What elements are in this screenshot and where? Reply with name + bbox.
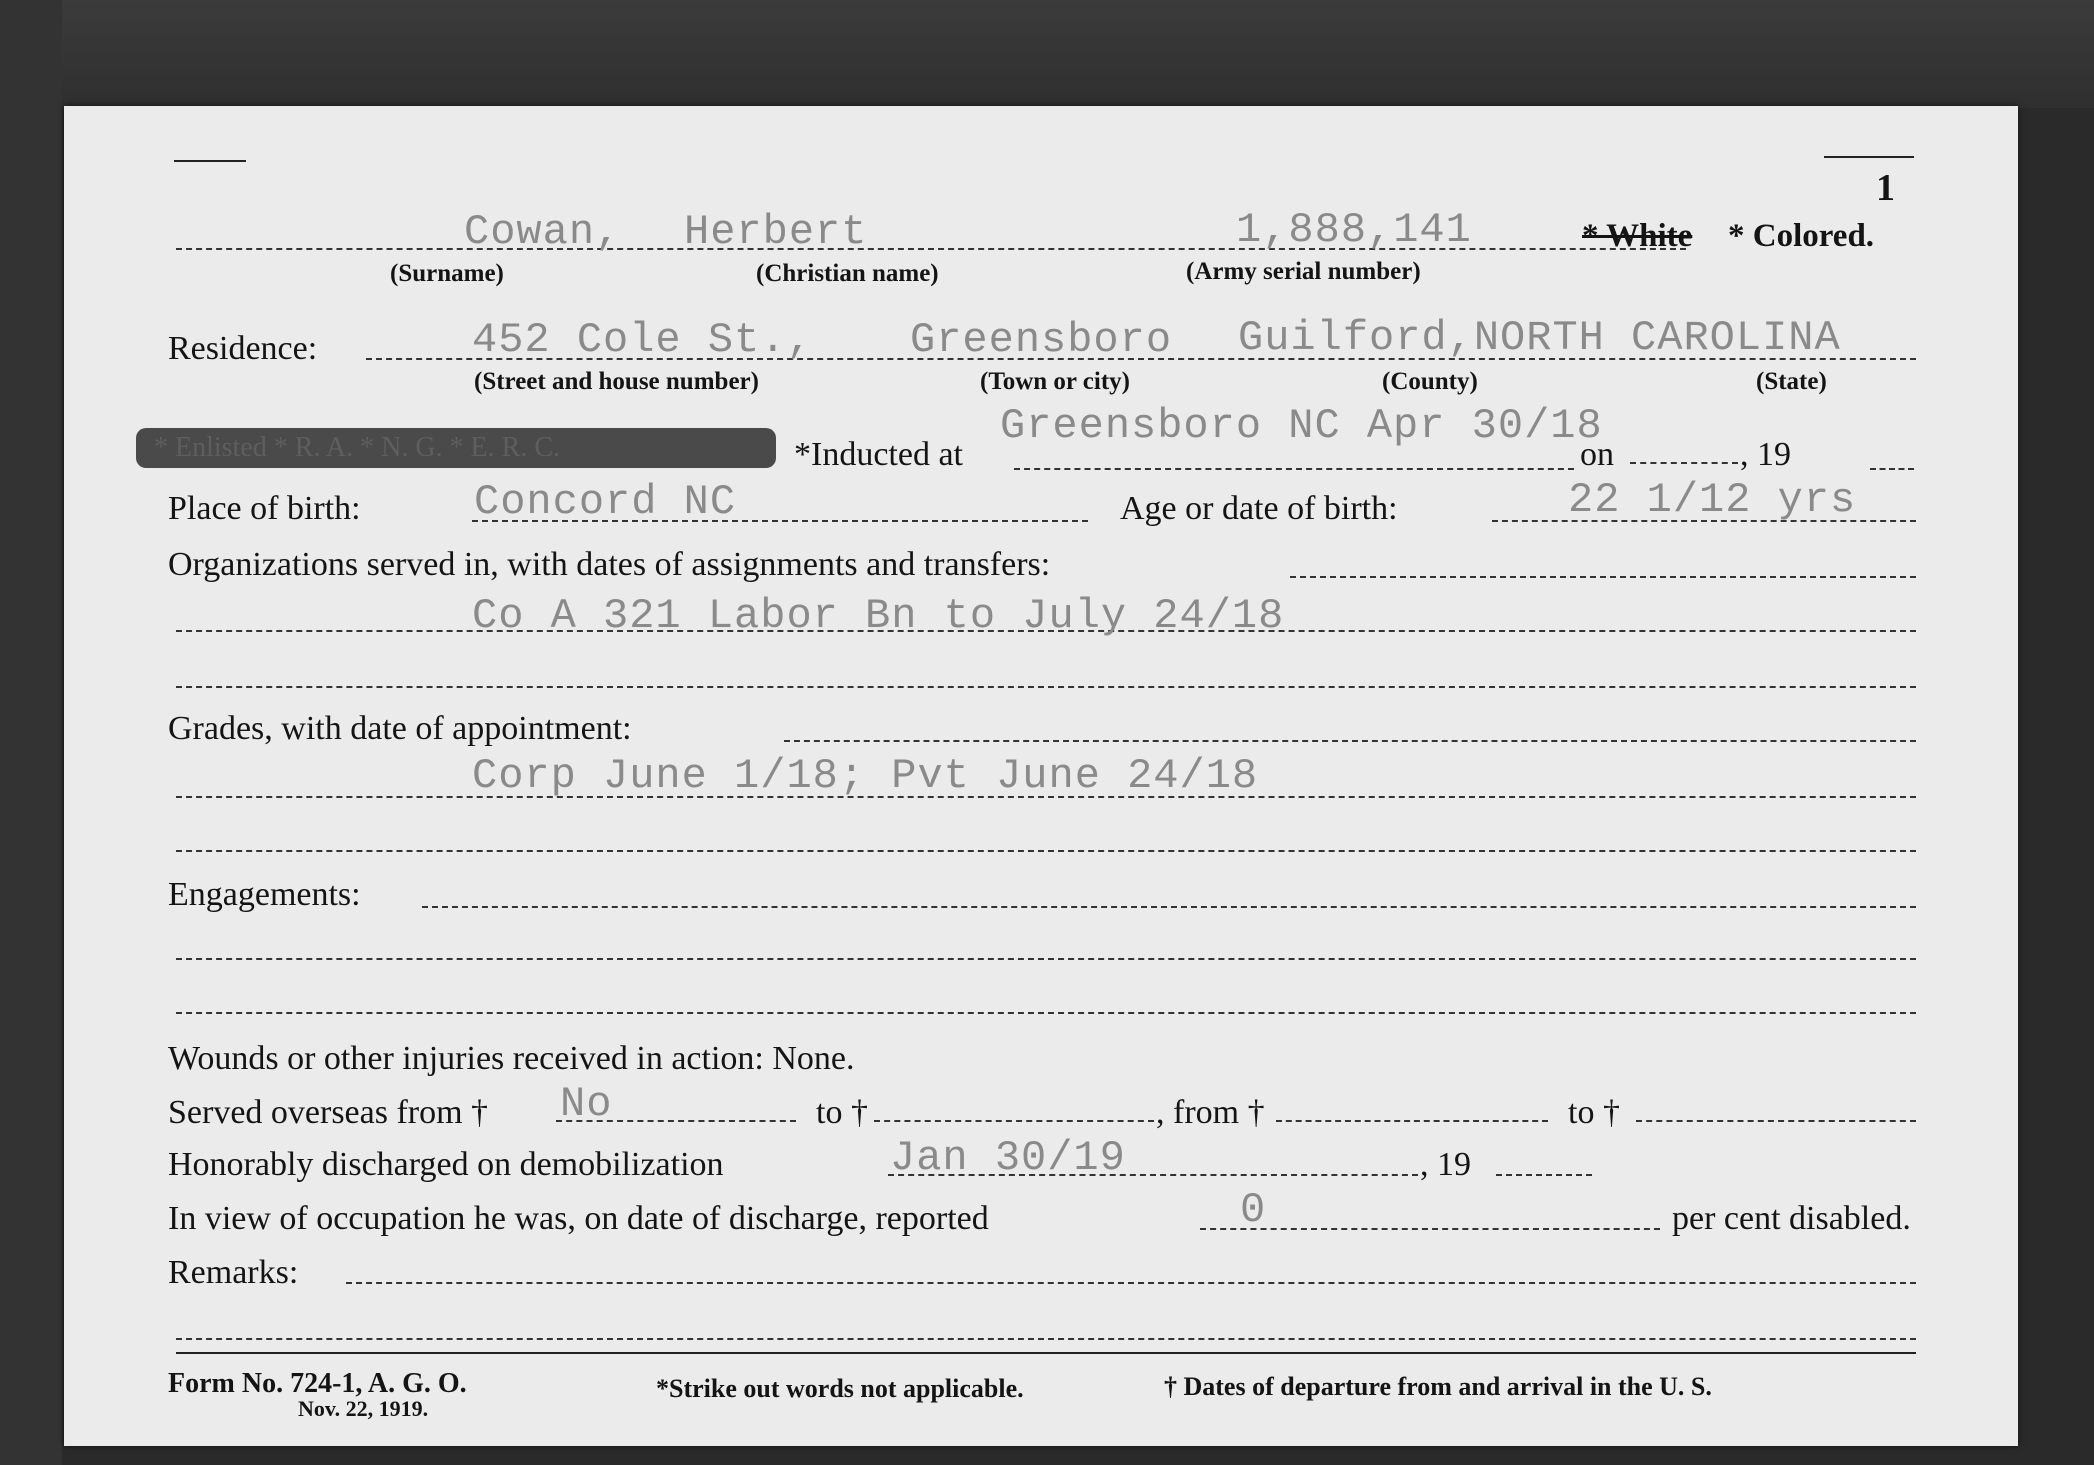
place-of-birth-label: Place of birth: xyxy=(168,490,361,527)
grades-line-2 xyxy=(176,796,1916,798)
card-number: 1 xyxy=(1876,167,1895,209)
surname-caption: (Surname) xyxy=(390,260,504,287)
corner-mark-left xyxy=(174,160,246,162)
service-record-card xyxy=(64,106,2018,1446)
state-caption: (State) xyxy=(1756,368,1827,395)
remarks-line-1 xyxy=(346,1282,1916,1284)
footer-rule xyxy=(176,1352,1916,1354)
overseas-from-value: No xyxy=(560,1080,613,1128)
grades-line-3 xyxy=(176,850,1916,852)
grades-label: Grades, with date of appointment: xyxy=(168,710,632,747)
organizations-value: Co A 321 Labor Bn to July 24/18 xyxy=(472,592,1285,640)
residence-label: Residence: xyxy=(168,330,318,367)
organizations-label: Organizations served in, with dates of assignments and transfers: xyxy=(168,546,1051,583)
organizations-line-3 xyxy=(176,686,1916,688)
disability-suffix: per cent disabled. xyxy=(1672,1200,1911,1237)
overseas-from-label: Served overseas from † xyxy=(168,1094,489,1131)
place-of-birth-value: Concord NC xyxy=(474,478,737,526)
engagements-line-3 xyxy=(176,1012,1916,1014)
inducted-on-line xyxy=(1630,462,1738,464)
scan-background-left xyxy=(0,0,62,1465)
overseas-to-line-2 xyxy=(1636,1120,1916,1122)
overseas-to-label-1: to † xyxy=(816,1094,868,1131)
discharge-date-value: Jan 30/19 xyxy=(890,1134,1126,1182)
struck-enlistment-options: * Enlisted * R. A. * N. G. * E. R. C. xyxy=(136,428,776,468)
engagements-line-2 xyxy=(176,958,1916,960)
form-date: Nov. 22, 1919. xyxy=(298,1396,429,1421)
race-colored-option: * Colored. xyxy=(1728,218,1875,254)
residence-town-value: Greensboro xyxy=(910,316,1173,364)
grades-value: Corp June 1/18; Pvt June 24/18 xyxy=(472,752,1259,800)
organizations-line-1 xyxy=(1290,576,1916,578)
christian-name-caption: (Christian name) xyxy=(756,260,939,287)
inducted-year-label: , 19 xyxy=(1740,436,1791,473)
inducted-year-line xyxy=(1870,468,1914,470)
inducted-at-value: Greensboro NC Apr 30/18 xyxy=(1000,402,1603,450)
wounds-label: Wounds or other injuries received in action: None. xyxy=(168,1040,855,1077)
footnote-dates: † Dates of departure from and arrival in the U. S. xyxy=(1164,1372,1712,1401)
street-caption: (Street and house number) xyxy=(474,368,759,395)
inducted-at-label: *Inducted at xyxy=(794,436,963,473)
town-caption: (Town or city) xyxy=(980,368,1130,395)
disability-line xyxy=(1200,1228,1660,1230)
scan-background-top xyxy=(0,0,2094,108)
christian-name-value: Herbert xyxy=(684,208,868,256)
serial-number-value: 1,888,141 xyxy=(1236,206,1472,254)
inducted-on-label: on xyxy=(1580,436,1614,473)
surname-value: Cowan, xyxy=(464,208,622,256)
residence-street-value: 452 Cole St., xyxy=(472,316,813,364)
overseas-to-line-1 xyxy=(874,1120,1154,1122)
footnote-strike-out: *Strike out words not applicable. xyxy=(656,1374,1024,1403)
engagements-label: Engagements: xyxy=(168,876,361,913)
overseas-to-label-2: to † xyxy=(1568,1094,1620,1131)
county-caption: (County) xyxy=(1382,368,1478,395)
disability-label: In view of occupation he was, on date of discharge, reported xyxy=(168,1200,989,1237)
remarks-label: Remarks: xyxy=(168,1254,299,1291)
grades-line-1 xyxy=(784,740,1916,742)
discharge-year-line xyxy=(1496,1174,1592,1176)
remarks-line-2 xyxy=(176,1338,1916,1340)
discharge-label: Honorably discharged on demobilization xyxy=(168,1146,724,1183)
disability-value: 0 xyxy=(1240,1186,1267,1234)
corner-mark-right xyxy=(1824,156,1914,158)
overseas-from-line-2 xyxy=(1276,1120,1548,1122)
overseas-from-label-2: , from † xyxy=(1156,1094,1265,1131)
serial-number-caption: (Army serial number) xyxy=(1186,258,1421,285)
engagements-line-1 xyxy=(422,906,1916,908)
age-label: Age or date of birth: xyxy=(1120,490,1398,527)
age-value: 22 1/12 yrs xyxy=(1568,476,1857,524)
residence-county-state-value: Guilford,NORTH CAROLINA xyxy=(1238,314,1841,362)
discharge-year-label: , 19 xyxy=(1420,1146,1471,1183)
race-white-option: * White xyxy=(1582,218,1693,254)
inducted-at-line xyxy=(1014,468,1574,470)
form-number: Form No. 724-1, A. G. O. xyxy=(168,1368,467,1399)
